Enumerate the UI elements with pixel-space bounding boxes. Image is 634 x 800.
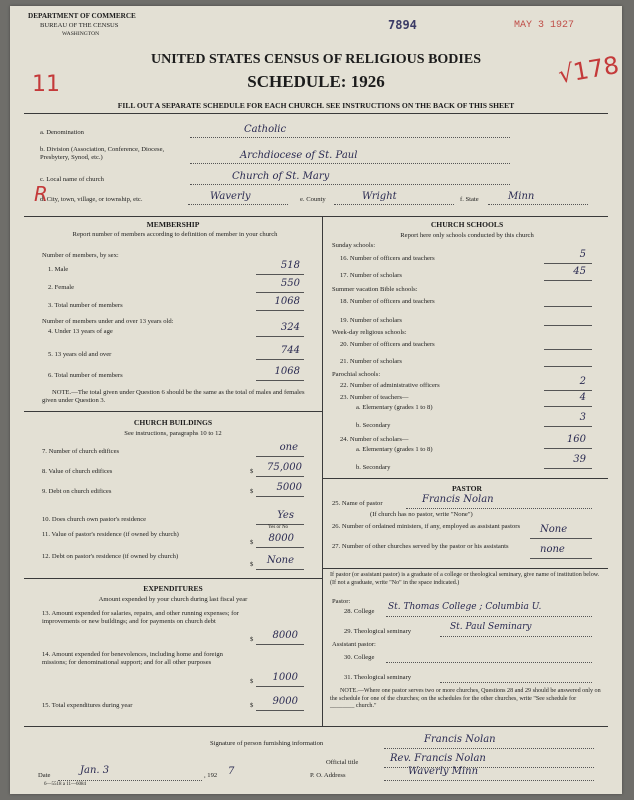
q15-line: [256, 710, 304, 711]
department-name: DEPARTMENT OF COMMERCE: [28, 12, 136, 20]
column-divider: [322, 216, 323, 726]
signature-label: Signature of person furnishing information: [210, 740, 324, 747]
year-prefix: , 192: [204, 772, 218, 779]
buildings-subtitle: See instructions, paragraphs 10 to 12: [124, 430, 222, 437]
dollar-sign: $: [250, 468, 254, 475]
graduate-note: If pastor (or assistant pastor) is a graduate of a college or theological seminary, give name of institution below. (If not a graduate, write "No" in the space indicated.): [330, 572, 600, 586]
margin-mark-left: 11: [32, 72, 60, 97]
q14-label: 14. Amount expended for benevolences, including home and foreign missions; for denominational support; and for all other purposes: [42, 651, 223, 666]
q24b-line: [544, 468, 592, 469]
dollar-sign: $: [250, 539, 254, 546]
schedule-number: 7894: [388, 18, 417, 32]
q21-label: 21. Number of scholars: [340, 358, 402, 365]
q2-label: 2. Female: [48, 284, 75, 291]
q25-label: 25. Name of pastor: [332, 500, 383, 507]
q2-value: 550: [280, 278, 300, 289]
q7-value: one: [279, 442, 298, 453]
q12-line: [256, 569, 304, 570]
pastor-label: Pastor:: [332, 598, 351, 605]
q31-label: 31. Theological seminary: [344, 674, 412, 681]
division-line: [190, 163, 510, 164]
weekday-schools-label: Week-day religious schools:: [332, 329, 407, 336]
local-name-label: c. Local name of church: [40, 176, 104, 183]
q3-label: 3. Total number of members: [48, 302, 123, 309]
q10-value: Yes: [277, 510, 294, 521]
q27-value: none: [540, 544, 565, 555]
local-name-line: [190, 184, 510, 185]
q11-line: [256, 547, 304, 548]
expenditures-subtitle: Amount expended by your church during last fiscal year: [98, 596, 248, 603]
q24a-line: [544, 448, 592, 449]
q6-label: 6. Total number of members: [48, 372, 123, 379]
membership-heading: MEMBERSHIP: [146, 220, 200, 229]
membership-note: NOTE.—The total given under Question 6 should be the same as the total of males and females given under Question 3.: [42, 389, 305, 404]
q19-line: [544, 325, 592, 326]
q23b-label: b. Secondary: [356, 422, 391, 429]
q27-line: [530, 558, 592, 559]
q22-value: 2: [579, 376, 586, 387]
state-value: Minn: [508, 191, 535, 202]
q29-line: [440, 636, 592, 637]
q24a-label: a. Elementary (grades 1 to 8): [356, 446, 433, 453]
q8-label: 8. Value of church edifices: [42, 468, 113, 475]
sunday-schools-label: Sunday schools:: [332, 242, 376, 249]
q15-label: 15. Total expenditures during year: [42, 702, 133, 709]
pastor-heading: PASTOR: [451, 484, 483, 493]
q20-line: [544, 349, 592, 350]
q23b-value: 3: [579, 412, 586, 423]
assistant-pastor-label: Assistant pastor:: [332, 641, 376, 648]
date-value: Jan. 3: [80, 765, 110, 776]
schools-heading: CHURCH SCHOOLS: [430, 220, 504, 229]
signature-line: [384, 748, 594, 749]
q18-label: 18. Number of officers and teachers: [340, 298, 435, 305]
q19-label: 19. Number of scholars: [340, 317, 402, 324]
q28-value: St. Thomas College ; Columbia U.: [388, 602, 542, 612]
q10-label: 10. Does church own pastor's residence: [42, 516, 147, 523]
q16-line: [544, 263, 592, 264]
form-title: UNITED STATES CENSUS OF RELIGIOUS BODIES: [150, 52, 481, 67]
q14-value: 1000: [272, 672, 298, 683]
divider: [322, 478, 608, 479]
year-digit: 7: [228, 766, 235, 777]
divider: [322, 568, 608, 569]
q7-line: [256, 456, 304, 457]
divider: [24, 578, 322, 579]
age-head-label: Number of members under and over 13 years old:: [42, 318, 174, 325]
q5-value: 744: [280, 345, 300, 356]
county-label: e. County: [300, 196, 326, 203]
q12-label: 12. Debt on pastor's residence (if owned by church): [42, 553, 179, 560]
received-date-stamp: MAY 3 1927: [514, 20, 575, 31]
division-value: Archdiocese of St. Paul: [240, 150, 358, 161]
q6-line: [256, 380, 304, 381]
yes-no-hint: Yes or No: [268, 525, 289, 530]
bureau-name: BUREAU OF THE CENSUS: [40, 22, 119, 29]
denomination-value: Catholic: [244, 124, 287, 135]
q17-value: 45: [573, 266, 586, 277]
q8-line: [256, 476, 304, 477]
q9-value: 5000: [276, 482, 302, 493]
official-title-label: Official title: [326, 759, 359, 766]
q30-line: [386, 662, 592, 663]
q26-label: 26. Number of ordained ministers, if any, employed as assistant pastors: [332, 523, 521, 530]
fill-out-instruction: FILL OUT A SEPARATE SCHEDULE FOR EACH CHURCH. SEE INSTRUCTIONS ON THE BACK OF THIS SHEET: [117, 101, 515, 110]
parochial-schools-label: Parochial schools:: [332, 371, 381, 378]
q13-value: 8000: [272, 630, 298, 641]
q13-label: 13. Amount expended for salaries, repairs, and other running expenses; for improvements or new buildings; and for payments on church debt: [42, 610, 239, 625]
signature-value: Francis Nolan: [424, 734, 496, 745]
pastor-note: NOTE.—Where one pastor serves two or more churches, Questions 28 and 29 should be answered only on the schedule for one of the churches; on the schedules for the other churches, write "See schedule for ________ church.": [330, 688, 601, 709]
q3-value: 1068: [274, 296, 300, 307]
local-name-value: Church of St. Mary: [232, 171, 330, 182]
division-label: b. Division (Association, Conference, Diocese, Presbytery, Synod, etc.): [40, 146, 165, 161]
q2-line: [256, 292, 304, 293]
margin-mark-r: R: [34, 182, 48, 206]
county-line: [334, 204, 454, 205]
q24a-value: 160: [566, 434, 586, 445]
expenditures-heading: EXPENDITURES: [143, 584, 203, 593]
q25-note: (If church has no pastor, write "None"): [370, 511, 473, 518]
q23a-value: 4: [579, 392, 586, 403]
q26-value: None: [540, 524, 568, 535]
summer-schools-label: Summer vacation Bible schools:: [332, 286, 418, 293]
bureau-city: WASHINGTON: [62, 31, 100, 37]
q30-label: 30. College: [344, 654, 375, 661]
buildings-heading: CHURCH BUILDINGS: [133, 418, 213, 427]
q8-value: 75,000: [267, 462, 302, 473]
form-number: 6—5518 a 11—6084: [44, 782, 87, 787]
census-schedule-sheet: [10, 6, 622, 794]
q1-value: 518: [280, 260, 300, 271]
q22-label: 22. Number of administrative officers: [340, 382, 440, 389]
q24b-value: 39: [573, 454, 586, 465]
city-value: Waverly: [210, 191, 251, 202]
official-title-value: Rev. Francis Nolan: [390, 753, 486, 764]
q23a-line: [544, 406, 592, 407]
city-label: d. City, town, village, or township, etc.: [40, 196, 143, 203]
po-address-line: [384, 780, 594, 781]
q15-value: 9000: [272, 696, 298, 707]
q1-label: 1. Male: [48, 266, 69, 273]
q11-value: 8000: [268, 533, 294, 544]
q9-label: 9. Debt on church edifices: [42, 488, 112, 495]
divider: [24, 411, 322, 412]
q3-line: [256, 310, 304, 311]
q14-line: [256, 686, 304, 687]
dollar-sign: $: [250, 561, 254, 568]
dollar-sign: $: [250, 702, 254, 709]
schools-subtitle: Report here only schools conducted by this church: [400, 232, 534, 239]
q29-label: 29. Theological seminary: [344, 628, 412, 635]
q17-line: [544, 280, 592, 281]
q1-line: [256, 274, 304, 275]
q21-line: [544, 366, 592, 367]
po-address-label: P. O. Address: [310, 772, 346, 779]
q20-label: 20. Number of officers and teachers: [340, 341, 435, 348]
divider: [24, 113, 608, 114]
q29-value: St. Paul Seminary: [450, 622, 532, 632]
divider: [24, 726, 608, 727]
q27-label: 27. Number of other churches served by the pastor or his assistants: [332, 543, 509, 550]
q5-line: [256, 359, 304, 360]
q28-label: 28. College: [344, 608, 375, 615]
q6-value: 1068: [274, 366, 300, 377]
q4-value: 324: [280, 322, 300, 333]
q13-line: [256, 644, 304, 645]
margin-mark-right: √178: [556, 50, 622, 90]
q17-label: 17. Number of scholars: [340, 272, 402, 279]
q28-line: [386, 616, 592, 617]
date-line: [58, 780, 202, 781]
q23b-line: [544, 426, 592, 427]
schedule-title: SCHEDULE: 1926: [247, 72, 385, 91]
q24b-label: b. Secondary: [356, 464, 391, 471]
dollar-sign: $: [250, 488, 254, 495]
q16-label: 16. Number of officers and teachers: [340, 255, 435, 262]
q25-value: Francis Nolan: [422, 494, 494, 505]
q18-line: [544, 306, 592, 307]
q9-line: [256, 496, 304, 497]
po-address-value: Waverly Minn: [408, 766, 479, 777]
dollar-sign: $: [250, 678, 254, 685]
date-label: Date: [38, 772, 51, 779]
state-line: [488, 204, 588, 205]
q4-line: [256, 336, 304, 337]
state-label: f. State: [460, 196, 479, 203]
members-by-sex-label: Number of members, by sex:: [42, 252, 119, 259]
q16-value: 5: [579, 249, 586, 260]
county-value: Wright: [362, 191, 397, 202]
q11-label: 11. Value of pastor's residence (if owned by church): [42, 531, 179, 538]
denomination-line: [190, 137, 510, 138]
q12-value: None: [266, 555, 294, 566]
q23a-label: a. Elementary (grades 1 to 8): [356, 404, 433, 411]
divider: [24, 216, 608, 217]
q7-label: 7. Number of church edifices: [42, 448, 120, 455]
denomination-label: a. Denomination: [40, 129, 84, 136]
q31-line: [440, 682, 592, 683]
q5-label: 5. 13 years old and over: [48, 351, 112, 358]
dollar-sign: $: [250, 636, 254, 643]
q23-label: 23. Number of teachers—: [340, 394, 409, 401]
q25-line: [406, 508, 592, 509]
membership-subtitle: Report number of members according to definition of member in your church: [72, 231, 278, 238]
q26-line: [530, 538, 592, 539]
q4-label: 4. Under 13 years of age: [48, 328, 113, 335]
q22-line: [544, 390, 592, 391]
city-line: [188, 204, 288, 205]
q24-label: 24. Number of scholars—: [340, 436, 409, 443]
